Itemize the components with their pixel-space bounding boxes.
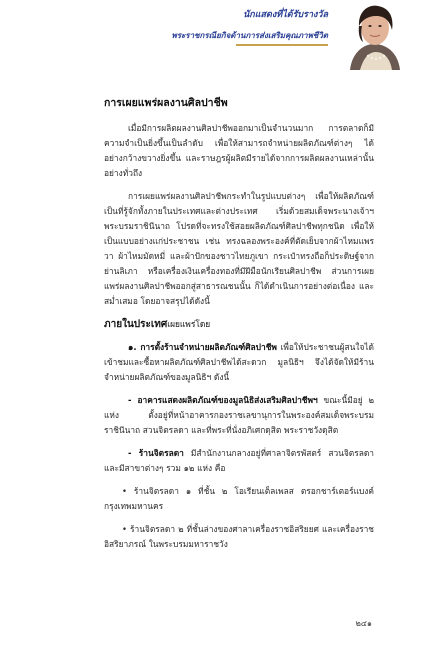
item-3-text: มีสำนักงานกลางอยู่ที่ศาลาจิตรพัสตร์ สวนจิตรลดา และมีสาขาต่างๆ รวม ๑๒ แห่ง คือ: [104, 448, 374, 473]
item-2: [104, 393, 374, 438]
page-number: ๒๔๑: [355, 619, 372, 628]
item-3: [104, 446, 374, 476]
paragraph-1: เมื่อมีการผลิตผลงานศิลปาชีพออกมาเป็นจำนวนมาก การตลาดก็มีความจำเป็นยิ่งขึ้นเป็นลำดับ เพื่อให้สามารถจำหน่ายผลิตภัณฑ์ต่างๆ ได้อย่างกว้างขวางยิ่งขึ้น และราษฎรผู้ผลิตมีรายได้จากการผลิตผลงานเหล่านั้นอย่างทั่วถึง: [104, 123, 374, 178]
item-3-title: - ร้านจิตรลดา: [128, 448, 184, 458]
main-content: [104, 94, 374, 560]
subheading: [104, 317, 374, 332]
bullet-item-1: • ร้านจิตรลดา ๑ ที่ชั้น ๒ โอเรียนเต็ลเพลส ตรอกชาร์เตอร์แบงค์ กรุงเทพมหานคร: [104, 486, 374, 511]
paragraph-2: การเผยแพร่ผลงานศิลปาชีพกระทำในรูปแบบต่างๆ เพื่อให้ผลิตภัณฑ์เป็นที่รู้จักทั้งภายในประเทศและต่างประเทศ เริ่มด้วยสมเด็จพระนางเจ้าฯ พระบรมราชินีนาถ โปรดที่จะทรงใช้สอยผลิตภัณฑ์ศิลปาชีพทุกชนิด เพื่อให้เป็นแบบอย่างแก่ประชาชน เช่น ทรงฉลองพระองค์ที่ตัดเย็บจากผ้าไหมแพรวา ผ้าไหมมัดหมี่ และผ้าปักของชาวไทยภูเขา กระเป๋าทรงถือก็ประดิษฐ์จากย่านลิเภา หรือเครื่องเงินเครื่องทองที่มีฝีมือนักเรียนศิลปาชีพ ส่วนการเผยแพร่ผลงานศิลปาชีพออกสู่สาธารณชนนั้น ก็ได้ดำเนินการอย่างต่อเนื่อง และสม่ำเสมอ โดยอาจสรุปได้ดังนี้: [104, 191, 374, 306]
subheading-bold: ภายในประเทศ: [104, 319, 168, 330]
header-titles: [171, 8, 328, 41]
bullet-item-2: • ร้านจิตรลดา ๒ ที่ชั้นล่างของศาลาเครื่องราชอิสริยยศ และเครื่องราชอิสริยาภรณ์ ในพระบรมมหาราชวัง: [104, 524, 374, 549]
section-heading: การเผยแพร่ผลงานศิลปาชีพ: [104, 97, 228, 109]
portrait-photo-icon: [330, 0, 418, 70]
header-title: นักแสดงที่ได้รับรางวัล: [243, 10, 328, 20]
item-2-title: - อาคารแสดงผลิตภัณฑ์ของมูลนิธิส่งเสริมศิลปาชีพฯ: [128, 395, 318, 405]
header-rule: [236, 44, 328, 46]
item-2-text: ขณะนี้มีอยู่ ๒ แห่ง ตั้งอยู่ที่หน้าอาคารกองราชเลขานุการในพระองค์สมเด็จพระบรมราชินีนาถ สวนจิตรลดา และที่พระที่นั่งอภิเศกดุสิต พระราชวังดุสิต: [104, 395, 374, 435]
item-1-text: เพื่อให้ประชาชนผู้สนใจได้เข้าชมและซื้อหาผลิตภัณฑ์ศิลปาชีพได้สะดวก มูลนิธิฯ จึงได้จัดให้มีร้านจำหน่ายผลิตภัณฑ์ของมูลนิธิฯ ดังนี้: [104, 342, 374, 382]
subheading-rest: เผยแพร่โดย: [167, 319, 211, 329]
item-1-title: ๑. การตั้งร้านจำหน่ายผลิตภัณฑ์ศิลปาชีพ: [128, 342, 277, 352]
header-subtitle: พระราชกรณียกิจด้านการส่งเสริมคุณภาพชีวิต: [171, 30, 328, 40]
item-1: [104, 340, 374, 385]
